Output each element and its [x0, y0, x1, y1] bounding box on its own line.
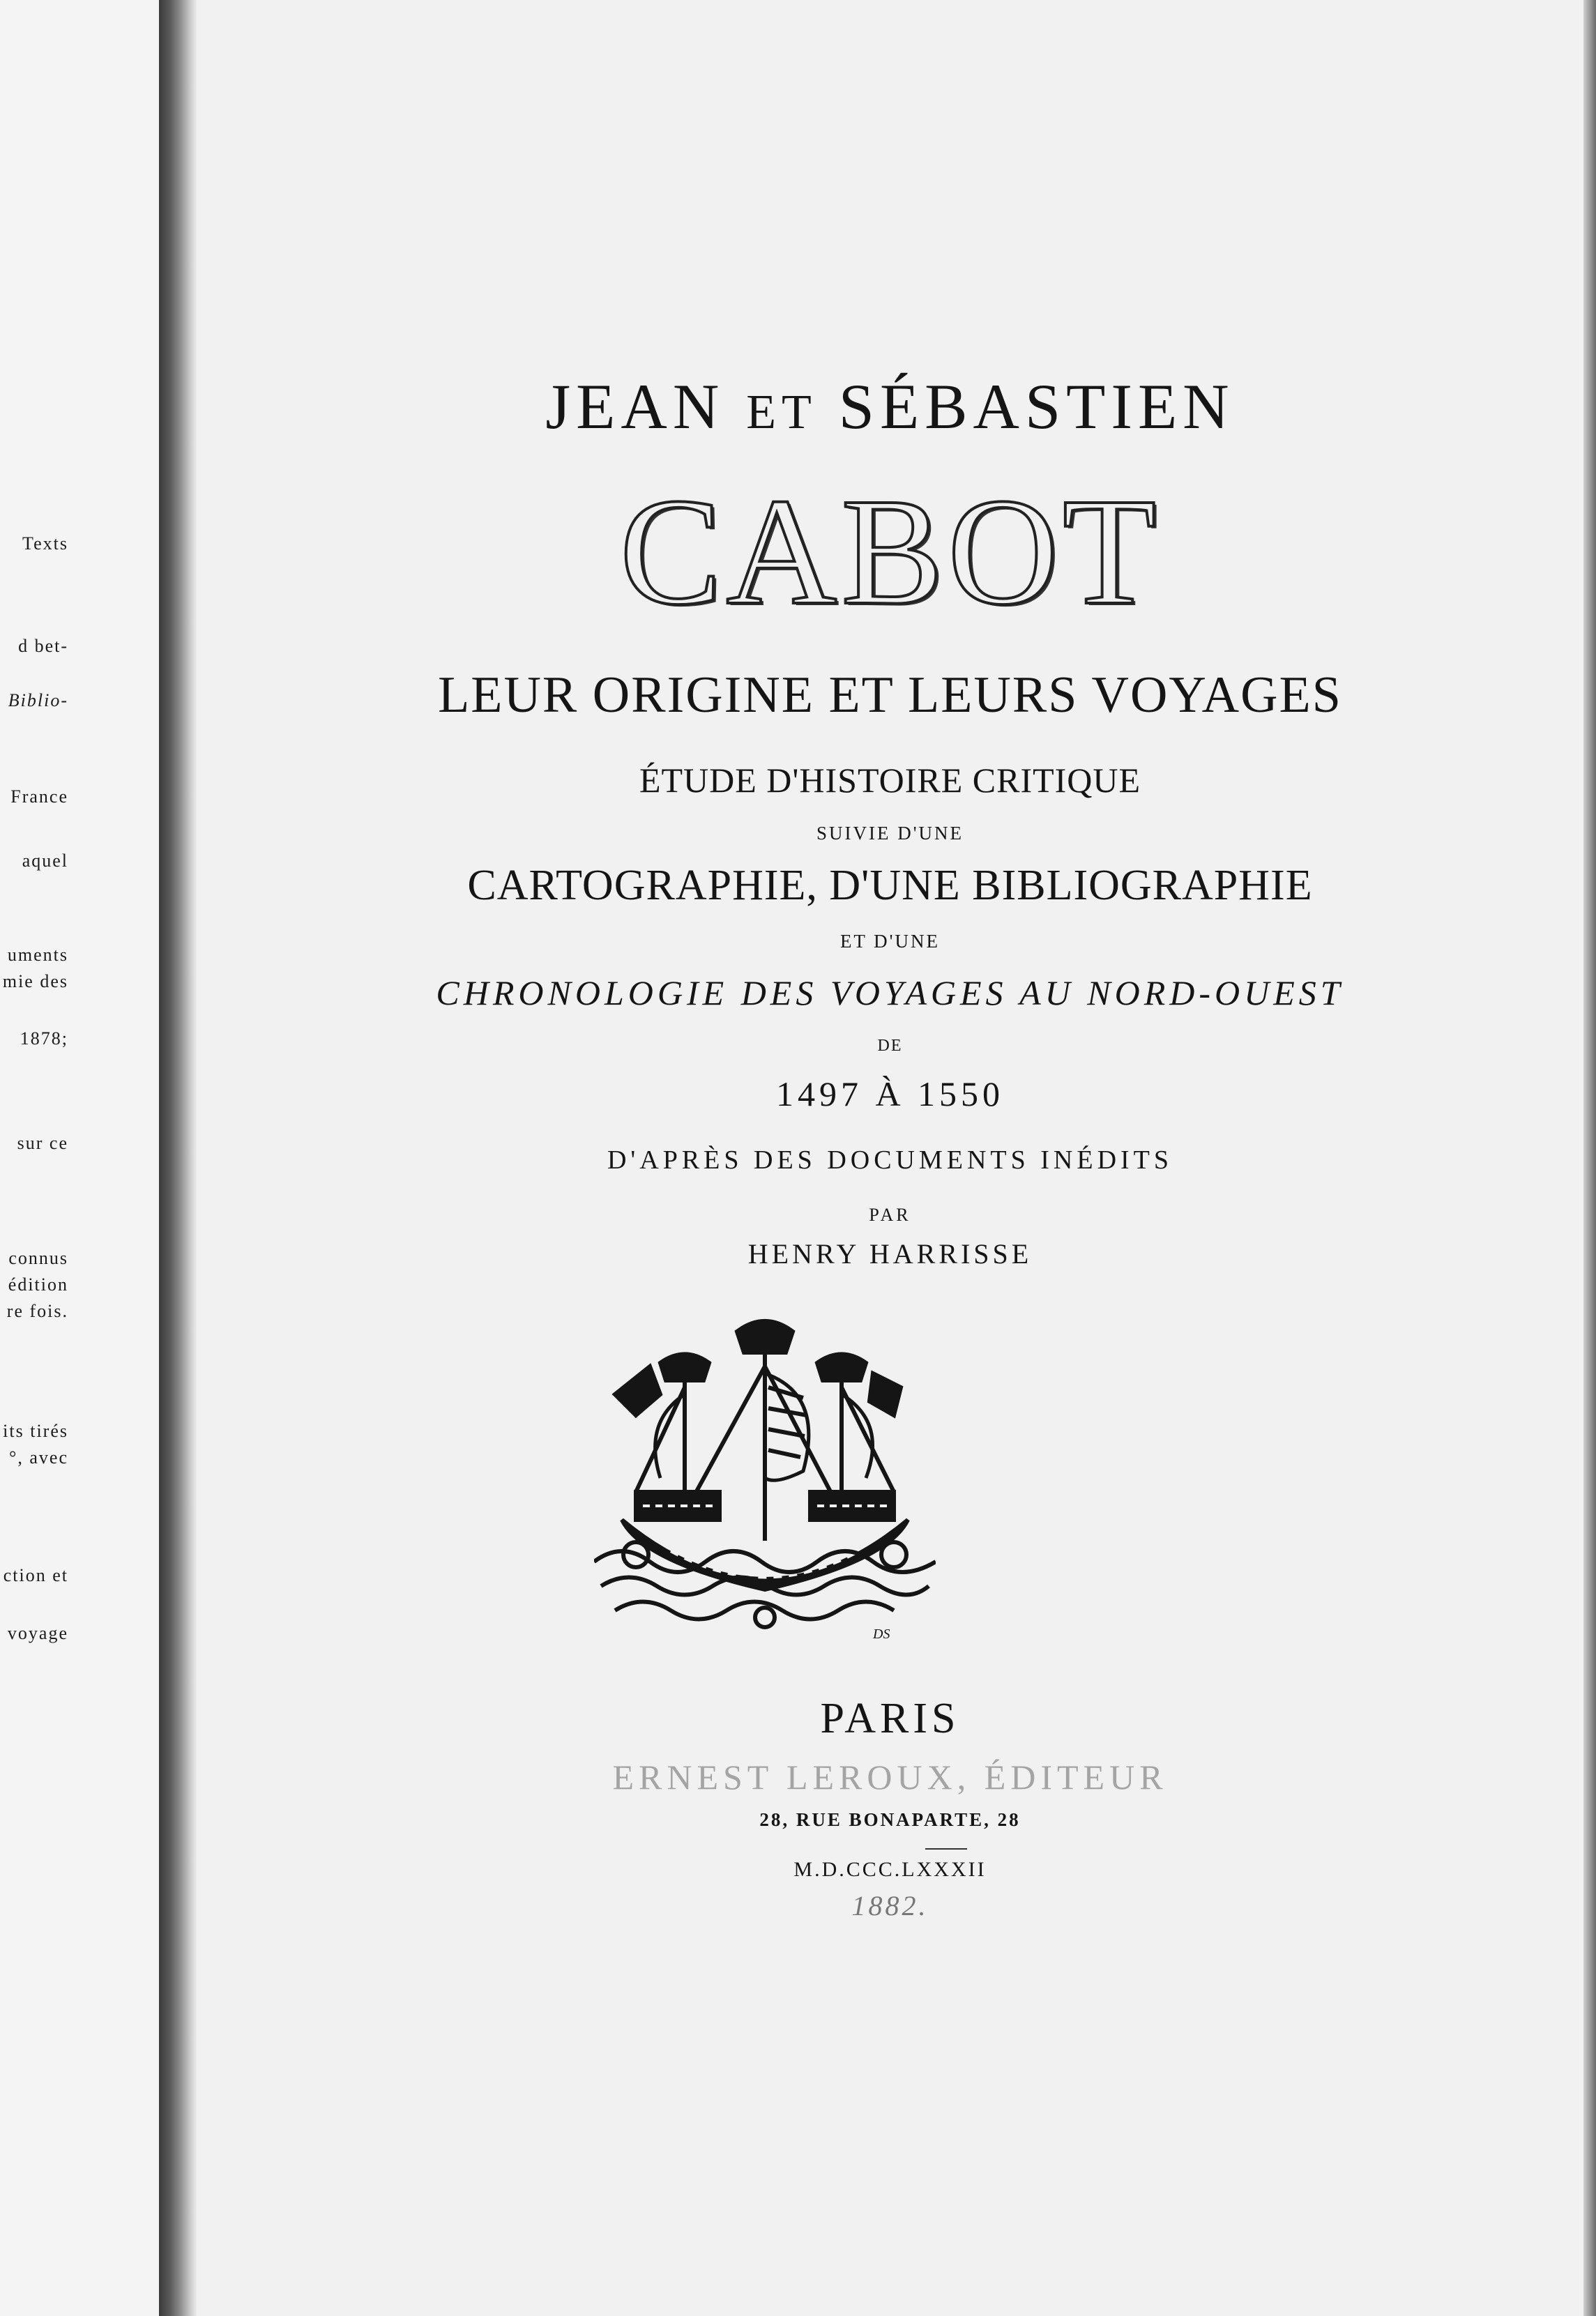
book-gutter	[159, 0, 197, 2316]
title-page	[197, 0, 1583, 2316]
par-line: PAR	[869, 1205, 911, 1225]
facing-text-fragment: ction et	[3, 1565, 68, 1585]
publisher-address: 28, RUE BONAPARTE, 28	[759, 1809, 1021, 1830]
facing-text-fragment: 1878;	[20, 1028, 68, 1049]
facing-text-fragment: its tirés	[3, 1421, 68, 1441]
facing-text-fragment: d bet-	[18, 636, 68, 656]
facing-text-fragment: connus	[8, 1248, 68, 1268]
title-line-names	[197, 370, 1583, 443]
year-roman: M.D.CCC.LXXXII	[793, 1858, 987, 1881]
title-name-sebastien: SÉBASTIEN	[816, 371, 1235, 442]
facing-text-fragment: mie des	[2, 971, 68, 991]
page-edge	[1583, 0, 1596, 2316]
facing-text-fragment: Texts	[22, 533, 68, 554]
title-name-jean: JEAN	[545, 371, 747, 442]
cartography-line: CARTOGRAPHIE, D'UNE BIBLIOGRAPHIE	[467, 862, 1313, 909]
facing-text-fragment: voyage	[7, 1623, 68, 1643]
divider	[925, 1848, 967, 1850]
main-title: CABOT	[619, 466, 1161, 637]
facing-text-fragment: sur ce	[17, 1133, 68, 1153]
facing-text-fragment: aquel	[22, 851, 68, 871]
title-conjunction: ET	[746, 386, 817, 439]
facing-text-fragment: re fois.	[6, 1301, 68, 1321]
facing-text-fragment: uments	[7, 945, 68, 965]
suivie-line: SUIVIE D'UNE	[816, 823, 964, 844]
et-dune-line: ET D'UNE	[839, 931, 941, 952]
sources-line: D'APRÈS DES DOCUMENTS INÉDITS	[607, 1145, 1173, 1175]
facing-page	[0, 0, 159, 2316]
printer-mark-initials: DS	[873, 1626, 890, 1642]
dates-line: 1497 À 1550	[775, 1074, 1005, 1113]
de-line: DE	[877, 1037, 903, 1055]
city: PARIS	[820, 1695, 960, 1742]
handwritten-year: 1882.	[851, 1890, 929, 1921]
chronology-line: CHRONOLOGIE DES VOYAGES AU NORD-OUEST	[436, 973, 1344, 1012]
facing-text-fragment: °, avec	[8, 1447, 68, 1468]
ship-printer-mark-icon	[594, 1311, 936, 1645]
facing-text-fragment: France	[10, 786, 68, 807]
author-name: HENRY HARRISSE	[747, 1238, 1033, 1270]
study-line: ÉTUDE D'HISTOIRE CRITIQUE	[639, 761, 1141, 800]
facing-text-fragment: Biblio-	[8, 690, 68, 710]
publisher: ERNEST LEROUX, ÉDITEUR	[612, 1758, 1168, 1797]
subtitle: LEUR ORIGINE ET LEURS VOYAGES	[438, 666, 1342, 724]
facing-text-fragment: édition	[8, 1274, 68, 1295]
